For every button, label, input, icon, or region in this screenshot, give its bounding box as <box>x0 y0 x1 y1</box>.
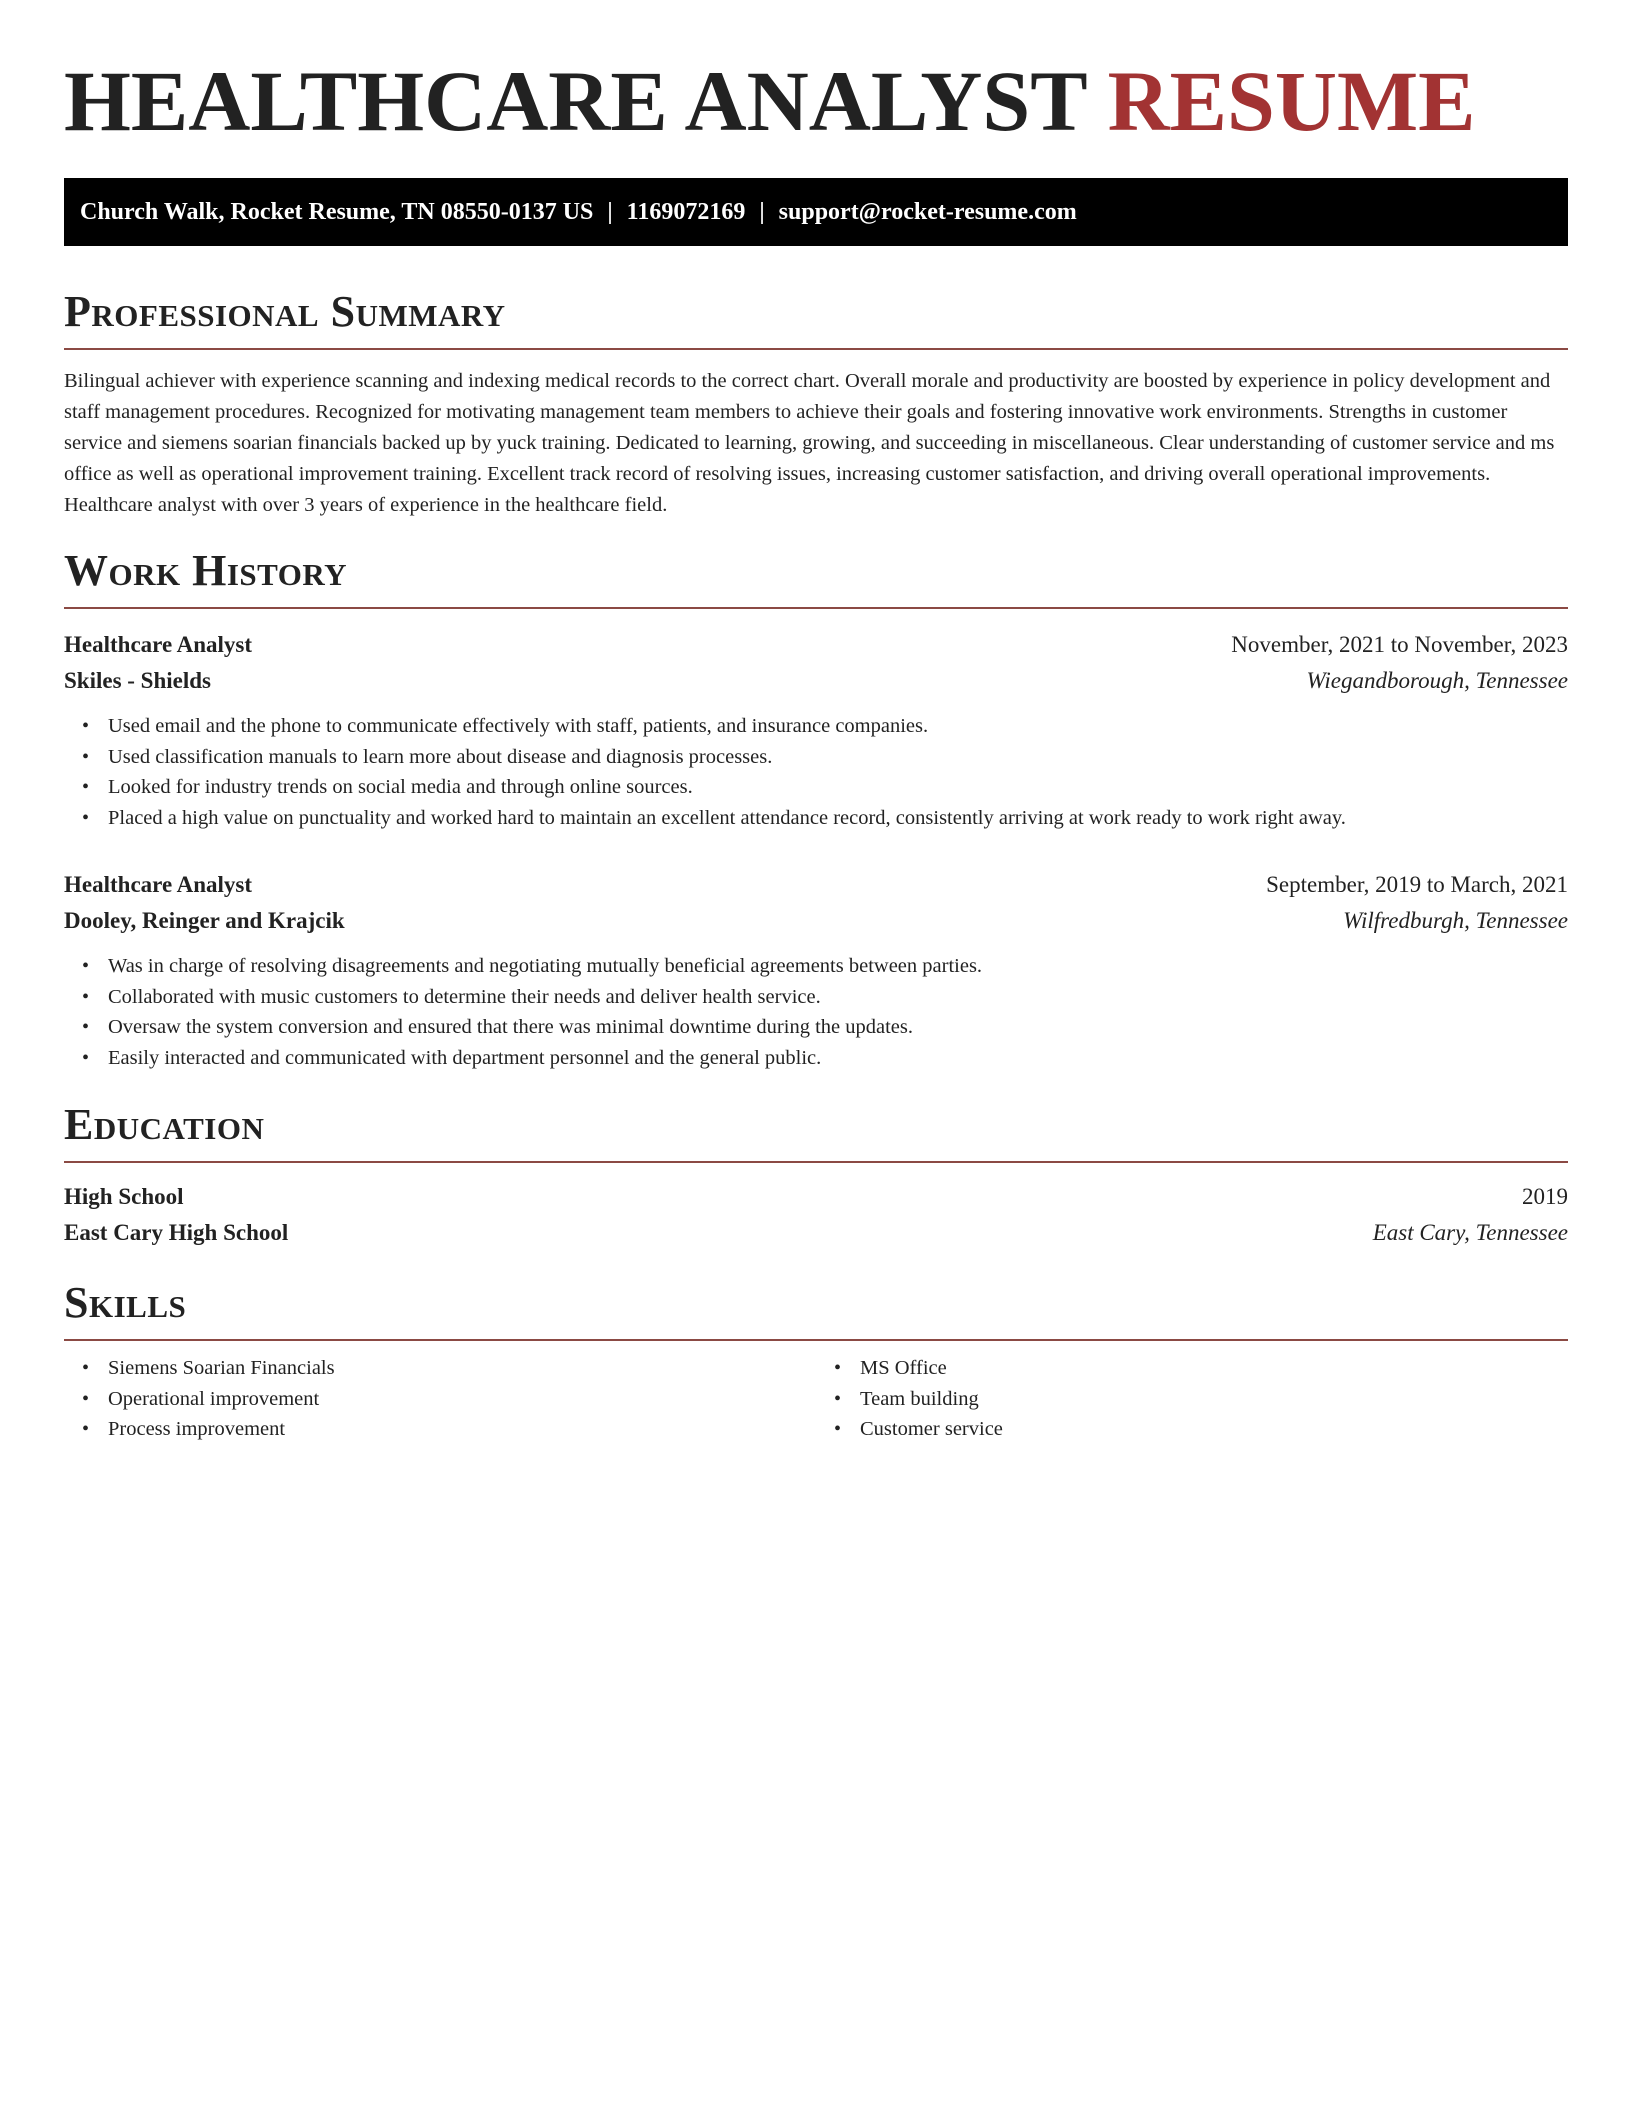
job-bullets <box>64 951 1568 1073</box>
job-company-row <box>64 903 1568 939</box>
list-item: • Collaborated with music customers to determine their needs and deliver health service. <box>108 982 1568 1013</box>
list-item: • Used classification manuals to learn more about disease and diagnosis processes. <box>108 742 1568 773</box>
skill-item: • Team building <box>860 1384 1568 1415</box>
job-entry <box>64 627 1568 833</box>
contact-address: Church Walk, Rocket Resume, TN 08550-0137 US <box>80 198 594 225</box>
job-location: Wilfredburgh, Tennessee <box>1343 908 1568 933</box>
contact-email: support@rocket-resume.com <box>778 198 1077 225</box>
education-section <box>64 1100 1568 1251</box>
summary-heading: Professional Summary <box>64 290 1568 350</box>
job-dates: November, 2021 to November, 2023 <box>1231 632 1568 657</box>
list-item: • Looked for industry trends on social media and through online sources. <box>108 772 1568 803</box>
skills-heading: Skills <box>64 1281 1568 1341</box>
work-history-section <box>64 546 1568 1073</box>
resume-title <box>64 53 1568 149</box>
summary-text: Bilingual achiever with experience scanning and indexing medical records to the correct chart. Overall morale and productivity are boosted by experience in policy development and staff management procedures. Recognized for motivating management team members to achieve their goals and fostering innovative work environments. Strengths in customer service and siemens soarian financials backed up by yuck training. Dedicated to learning, growing, and succeeding in miscellaneous. Clear understanding of customer service and ms office as well as operational improvement training. Excellent track record of resolving issues, increasing customer satisfaction, and driving overall operational improvements. Healthcare analyst with over 3 years of experience in the healthcare field. <box>64 370 1555 516</box>
contact-bar <box>64 178 1568 246</box>
job-company: Dooley, Reinger and Krajcik <box>64 908 345 933</box>
contact-separator: | <box>759 198 765 225</box>
education-school-row <box>64 1215 1568 1251</box>
education-school: East Cary High School <box>64 1220 289 1245</box>
skill-item: • Siemens Soarian Financials <box>108 1353 816 1384</box>
skills-right-column <box>816 1353 1568 1445</box>
list-item: • Used email and the phone to communicate effectively with staff, patients, and insurance companies. <box>108 711 1568 742</box>
list-item: • Oversaw the system conversion and ensured that there was minimal downtime during the updates. <box>108 1012 1568 1043</box>
job-title-row <box>64 867 1568 903</box>
job-entry <box>64 867 1568 1073</box>
title-main: HEALTHCARE ANALYST <box>64 53 1087 149</box>
job-title-row <box>64 627 1568 663</box>
skill-item: • Operational improvement <box>108 1384 816 1415</box>
skills-columns <box>64 1353 1568 1445</box>
work-history-heading: Work History <box>64 549 1568 609</box>
job-company: Skiles - Shields <box>64 668 211 693</box>
job-company-row <box>64 663 1568 699</box>
list-item: • Was in charge of resolving disagreements and negotiating mutually beneficial agreements between parties. <box>108 951 1568 982</box>
education-degree-row <box>64 1179 1568 1215</box>
contact-phone: 1169072169 <box>626 198 746 225</box>
list-item: • Easily interacted and communicated with department personnel and the general public. <box>108 1043 1568 1074</box>
list-item: • Placed a high value on punctuality and worked hard to maintain an excellent attendance record, consistently arriving at work ready to work right away. <box>108 803 1568 834</box>
education-heading: Education <box>64 1103 1568 1163</box>
education-entry <box>64 1179 1568 1251</box>
skills-section <box>64 1278 1568 1445</box>
summary-section <box>64 287 1568 521</box>
job-dates: September, 2019 to March, 2021 <box>1266 872 1568 897</box>
skill-item: • MS Office <box>860 1353 1568 1384</box>
education-location: East Cary, Tennessee <box>1372 1220 1568 1245</box>
skill-item: • Customer service <box>860 1414 1568 1445</box>
job-bullets <box>64 711 1568 833</box>
job-location: Wiegandborough, Tennessee <box>1306 668 1568 693</box>
education-year: 2019 <box>1522 1184 1568 1209</box>
title-accent: RESUME <box>1107 53 1476 149</box>
education-degree: High School <box>64 1184 184 1209</box>
job-title: Healthcare Analyst <box>64 632 253 657</box>
skills-left-column <box>64 1353 816 1445</box>
contact-separator: | <box>607 198 613 225</box>
skill-item: • Process improvement <box>108 1414 816 1445</box>
job-title: Healthcare Analyst <box>64 872 253 897</box>
